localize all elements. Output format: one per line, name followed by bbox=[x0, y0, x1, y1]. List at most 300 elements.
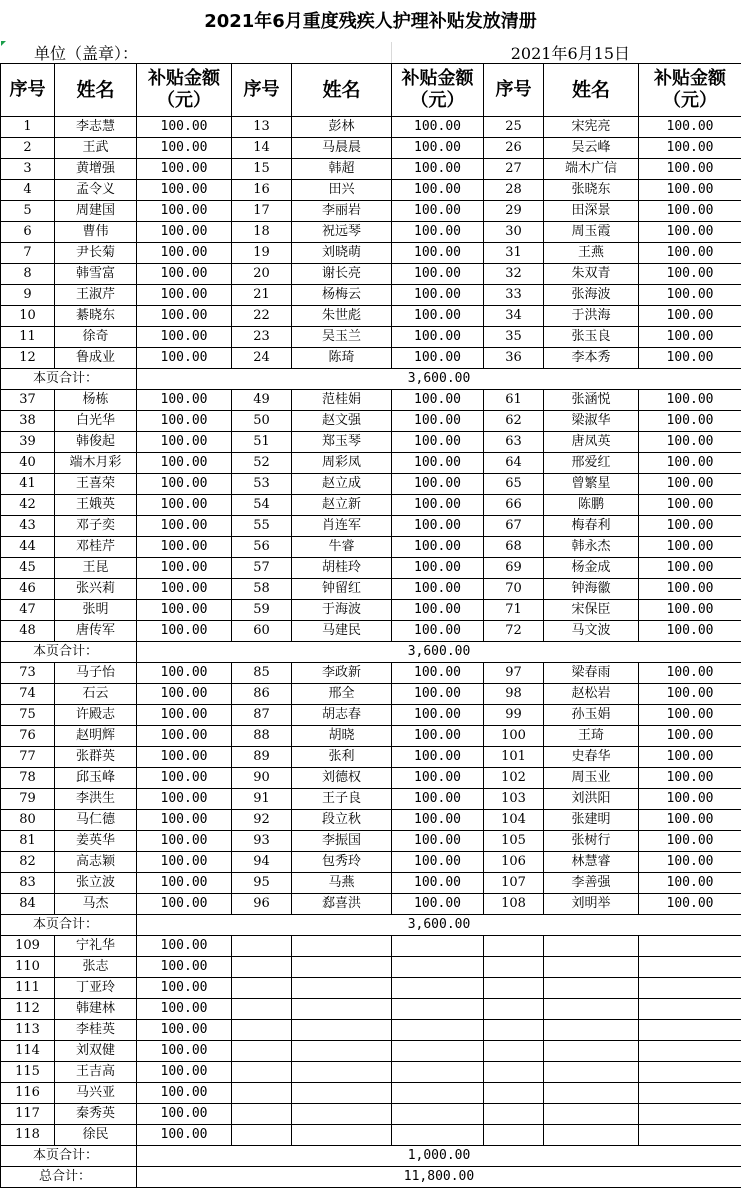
table-row bbox=[1, 1062, 741, 1083]
header-name: 姓名 bbox=[292, 64, 392, 117]
page-subtotal-row bbox=[1, 369, 741, 390]
amount-cell: 100.00 bbox=[137, 978, 232, 999]
name-cell: 周彩凤 bbox=[292, 453, 392, 474]
name-cell bbox=[292, 1020, 392, 1041]
table-row bbox=[1, 600, 741, 621]
seq-cell: 112 bbox=[1, 999, 55, 1020]
seq-cell: 68 bbox=[484, 537, 544, 558]
seq-cell: 105 bbox=[484, 831, 544, 852]
seq-cell: 87 bbox=[232, 705, 292, 726]
seq-cell: 31 bbox=[484, 243, 544, 264]
name-cell: 徐奇 bbox=[55, 327, 137, 348]
seq-cell: 84 bbox=[1, 894, 55, 915]
page-subtotal-value: 3,600.00 bbox=[137, 642, 741, 663]
seq-cell bbox=[232, 1104, 292, 1125]
amount-cell: 100.00 bbox=[392, 201, 484, 222]
amount-cell: 100.00 bbox=[392, 264, 484, 285]
amount-cell: 100.00 bbox=[639, 222, 741, 243]
table-row bbox=[1, 180, 741, 201]
seq-cell bbox=[232, 957, 292, 978]
seq-cell: 48 bbox=[1, 621, 55, 642]
name-cell: 张群英 bbox=[55, 747, 137, 768]
table-row bbox=[1, 453, 741, 474]
amount-cell: 100.00 bbox=[392, 411, 484, 432]
amount-cell bbox=[639, 1041, 741, 1062]
seq-cell: 40 bbox=[1, 453, 55, 474]
amount-cell: 100.00 bbox=[639, 558, 741, 579]
seq-cell: 43 bbox=[1, 516, 55, 537]
page-subtotal-row bbox=[1, 642, 741, 663]
seq-cell: 52 bbox=[232, 453, 292, 474]
name-cell: 刘双健 bbox=[55, 1041, 137, 1062]
name-cell: 邢全 bbox=[292, 684, 392, 705]
seq-cell: 73 bbox=[1, 663, 55, 684]
seq-cell bbox=[232, 999, 292, 1020]
grand-total-value: 11,800.00 bbox=[137, 1167, 741, 1188]
amount-cell: 100.00 bbox=[639, 789, 741, 810]
header-amount: 补贴金额（元） bbox=[137, 64, 232, 117]
amount-cell: 100.00 bbox=[639, 495, 741, 516]
name-cell: 张晓东 bbox=[544, 180, 639, 201]
amount-cell: 100.00 bbox=[137, 579, 232, 600]
seq-cell: 104 bbox=[484, 810, 544, 831]
table-row bbox=[1, 978, 741, 999]
table-row bbox=[1, 390, 741, 411]
amount-cell bbox=[392, 1104, 484, 1125]
name-cell: 马仁德 bbox=[55, 810, 137, 831]
amount-cell: 100.00 bbox=[639, 117, 741, 138]
seq-cell: 36 bbox=[484, 348, 544, 369]
name-cell: 张涵悦 bbox=[544, 390, 639, 411]
amount-cell: 100.00 bbox=[137, 306, 232, 327]
amount-cell: 100.00 bbox=[137, 894, 232, 915]
table-row bbox=[1, 705, 741, 726]
seq-cell: 116 bbox=[1, 1083, 55, 1104]
table-row bbox=[1, 810, 741, 831]
seq-cell: 64 bbox=[484, 453, 544, 474]
name-cell: 李志慧 bbox=[55, 117, 137, 138]
seq-cell: 85 bbox=[232, 663, 292, 684]
name-cell: 李洪生 bbox=[55, 789, 137, 810]
amount-cell: 100.00 bbox=[137, 411, 232, 432]
name-cell: 秦秀英 bbox=[55, 1104, 137, 1125]
seq-cell: 42 bbox=[1, 495, 55, 516]
seq-cell bbox=[484, 999, 544, 1020]
table-row bbox=[1, 327, 741, 348]
table-row bbox=[1, 306, 741, 327]
table-row bbox=[1, 1125, 741, 1146]
seq-cell: 54 bbox=[232, 495, 292, 516]
name-cell: 王喜荣 bbox=[55, 474, 137, 495]
amount-cell bbox=[639, 1062, 741, 1083]
name-cell bbox=[544, 957, 639, 978]
seq-cell: 88 bbox=[232, 726, 292, 747]
seq-cell: 22 bbox=[232, 306, 292, 327]
name-cell: 郑玉琴 bbox=[292, 432, 392, 453]
seq-cell bbox=[232, 1083, 292, 1104]
name-cell: 赵立新 bbox=[292, 495, 392, 516]
amount-cell: 100.00 bbox=[137, 957, 232, 978]
cell-comment-marker bbox=[1, 41, 6, 46]
name-cell: 端木月彩 bbox=[55, 453, 137, 474]
seq-cell: 60 bbox=[232, 621, 292, 642]
name-cell: 马建民 bbox=[292, 621, 392, 642]
amount-cell: 100.00 bbox=[392, 390, 484, 411]
seq-cell bbox=[484, 1020, 544, 1041]
seq-cell bbox=[232, 1062, 292, 1083]
name-cell: 唐传军 bbox=[55, 621, 137, 642]
name-cell: 尹长菊 bbox=[55, 243, 137, 264]
page-subtotal-label: 本页合计： bbox=[1, 642, 137, 663]
amount-cell: 100.00 bbox=[137, 117, 232, 138]
name-cell: 王琦 bbox=[544, 726, 639, 747]
amount-cell: 100.00 bbox=[639, 684, 741, 705]
seq-cell: 25 bbox=[484, 117, 544, 138]
name-cell: 钟留红 bbox=[292, 579, 392, 600]
amount-cell: 100.00 bbox=[392, 726, 484, 747]
seq-cell bbox=[232, 978, 292, 999]
name-cell: 钟海徽 bbox=[544, 579, 639, 600]
seq-cell: 114 bbox=[1, 1041, 55, 1062]
seq-cell: 33 bbox=[484, 285, 544, 306]
name-cell: 林慧睿 bbox=[544, 852, 639, 873]
issue-date: 2021年6月15日 bbox=[392, 42, 630, 63]
seq-cell: 92 bbox=[232, 810, 292, 831]
seq-cell: 115 bbox=[1, 1062, 55, 1083]
seq-cell: 10 bbox=[1, 306, 55, 327]
amount-cell: 100.00 bbox=[137, 684, 232, 705]
page-subtotal-row bbox=[1, 915, 741, 936]
name-cell: 李本秀 bbox=[544, 348, 639, 369]
name-cell: 张兴莉 bbox=[55, 579, 137, 600]
table-row bbox=[1, 789, 741, 810]
amount-cell: 100.00 bbox=[639, 663, 741, 684]
name-cell: 张海波 bbox=[544, 285, 639, 306]
seq-cell: 117 bbox=[1, 1104, 55, 1125]
seq-cell: 15 bbox=[232, 159, 292, 180]
table-row bbox=[1, 663, 741, 684]
amount-cell: 100.00 bbox=[392, 621, 484, 642]
name-cell: 宁礼华 bbox=[55, 936, 137, 957]
amount-cell: 100.00 bbox=[639, 306, 741, 327]
name-cell: 邱玉峰 bbox=[55, 768, 137, 789]
amount-cell: 100.00 bbox=[639, 453, 741, 474]
seq-cell: 67 bbox=[484, 516, 544, 537]
amount-cell bbox=[392, 999, 484, 1020]
seq-cell: 74 bbox=[1, 684, 55, 705]
amount-cell: 100.00 bbox=[392, 768, 484, 789]
amount-cell: 100.00 bbox=[137, 663, 232, 684]
seq-cell: 37 bbox=[1, 390, 55, 411]
seq-cell: 89 bbox=[232, 747, 292, 768]
seq-cell: 69 bbox=[484, 558, 544, 579]
seq-cell: 109 bbox=[1, 936, 55, 957]
name-cell: 赵松岩 bbox=[544, 684, 639, 705]
name-cell: 胡志春 bbox=[292, 705, 392, 726]
amount-cell: 100.00 bbox=[137, 495, 232, 516]
seq-cell: 29 bbox=[484, 201, 544, 222]
amount-cell: 100.00 bbox=[392, 789, 484, 810]
name-cell: 张树行 bbox=[544, 831, 639, 852]
name-cell: 朱世彪 bbox=[292, 306, 392, 327]
amount-cell bbox=[392, 1041, 484, 1062]
table-row bbox=[1, 516, 741, 537]
amount-cell: 100.00 bbox=[392, 474, 484, 495]
seq-cell: 28 bbox=[484, 180, 544, 201]
name-cell: 彭林 bbox=[292, 117, 392, 138]
amount-cell bbox=[392, 1125, 484, 1146]
name-cell: 李振国 bbox=[292, 831, 392, 852]
name-cell: 张立波 bbox=[55, 873, 137, 894]
name-cell: 丁亚玲 bbox=[55, 978, 137, 999]
seq-cell bbox=[232, 936, 292, 957]
amount-cell: 100.00 bbox=[137, 432, 232, 453]
seq-cell: 18 bbox=[232, 222, 292, 243]
name-cell: 刘洪阳 bbox=[544, 789, 639, 810]
table-row bbox=[1, 768, 741, 789]
seq-cell: 100 bbox=[484, 726, 544, 747]
amount-cell: 100.00 bbox=[639, 390, 741, 411]
name-cell bbox=[292, 1125, 392, 1146]
name-cell: 白光华 bbox=[55, 411, 137, 432]
seq-cell: 50 bbox=[232, 411, 292, 432]
amount-cell: 100.00 bbox=[392, 495, 484, 516]
name-cell: 周玉霞 bbox=[544, 222, 639, 243]
seq-cell: 82 bbox=[1, 852, 55, 873]
amount-cell: 100.00 bbox=[392, 306, 484, 327]
seq-cell: 93 bbox=[232, 831, 292, 852]
amount-cell: 100.00 bbox=[639, 159, 741, 180]
name-cell bbox=[544, 1041, 639, 1062]
seq-cell: 101 bbox=[484, 747, 544, 768]
amount-cell: 100.00 bbox=[392, 159, 484, 180]
name-cell: 孙玉娟 bbox=[544, 705, 639, 726]
table-row bbox=[1, 936, 741, 957]
table-row bbox=[1, 831, 741, 852]
seq-cell: 99 bbox=[484, 705, 544, 726]
seq-cell: 66 bbox=[484, 495, 544, 516]
amount-cell: 100.00 bbox=[392, 537, 484, 558]
seq-cell: 9 bbox=[1, 285, 55, 306]
table-row bbox=[1, 957, 741, 978]
name-cell: 梁淑华 bbox=[544, 411, 639, 432]
seq-cell: 32 bbox=[484, 264, 544, 285]
amount-cell: 100.00 bbox=[639, 327, 741, 348]
table-row bbox=[1, 117, 741, 138]
amount-cell: 100.00 bbox=[639, 810, 741, 831]
seq-cell: 14 bbox=[232, 138, 292, 159]
name-cell: 刘晓萌 bbox=[292, 243, 392, 264]
subsidy-table bbox=[0, 63, 741, 1188]
name-cell: 赵明辉 bbox=[55, 726, 137, 747]
amount-cell: 100.00 bbox=[137, 600, 232, 621]
name-cell: 邓子奕 bbox=[55, 516, 137, 537]
seq-cell: 106 bbox=[484, 852, 544, 873]
name-cell: 张玉良 bbox=[544, 327, 639, 348]
name-cell: 于洪海 bbox=[544, 306, 639, 327]
grand-total-row bbox=[1, 1167, 741, 1188]
seq-cell: 65 bbox=[484, 474, 544, 495]
amount-cell: 100.00 bbox=[137, 621, 232, 642]
amount-cell bbox=[639, 936, 741, 957]
name-cell bbox=[292, 978, 392, 999]
amount-cell bbox=[639, 957, 741, 978]
seq-cell: 46 bbox=[1, 579, 55, 600]
name-cell: 高志颖 bbox=[55, 852, 137, 873]
seq-cell: 26 bbox=[484, 138, 544, 159]
seq-cell: 83 bbox=[1, 873, 55, 894]
seq-cell: 20 bbox=[232, 264, 292, 285]
name-cell: 唐凤英 bbox=[544, 432, 639, 453]
seq-cell: 96 bbox=[232, 894, 292, 915]
table-row bbox=[1, 1020, 741, 1041]
seq-cell: 110 bbox=[1, 957, 55, 978]
amount-cell bbox=[392, 978, 484, 999]
unit-seal-label: 单位（盖章）： bbox=[34, 42, 138, 63]
amount-cell: 100.00 bbox=[639, 894, 741, 915]
table-row bbox=[1, 621, 741, 642]
page-subtotal-label: 本页合计： bbox=[1, 1146, 137, 1167]
table-row bbox=[1, 264, 741, 285]
seq-cell: 71 bbox=[484, 600, 544, 621]
amount-cell: 100.00 bbox=[137, 453, 232, 474]
amount-cell: 100.00 bbox=[392, 873, 484, 894]
amount-cell: 100.00 bbox=[137, 159, 232, 180]
amount-cell: 100.00 bbox=[392, 516, 484, 537]
seq-cell: 113 bbox=[1, 1020, 55, 1041]
amount-cell: 100.00 bbox=[639, 348, 741, 369]
amount-cell: 100.00 bbox=[639, 201, 741, 222]
name-cell: 马文波 bbox=[544, 621, 639, 642]
header-name: 姓名 bbox=[55, 64, 137, 117]
seq-cell: 35 bbox=[484, 327, 544, 348]
name-cell bbox=[292, 1041, 392, 1062]
name-cell: 梅春利 bbox=[544, 516, 639, 537]
amount-cell: 100.00 bbox=[137, 705, 232, 726]
name-cell: 刘德权 bbox=[292, 768, 392, 789]
amount-cell: 100.00 bbox=[639, 705, 741, 726]
amount-cell: 100.00 bbox=[137, 138, 232, 159]
table-row bbox=[1, 138, 741, 159]
amount-cell: 100.00 bbox=[639, 852, 741, 873]
amount-cell: 100.00 bbox=[639, 831, 741, 852]
seq-cell bbox=[232, 1041, 292, 1062]
seq-cell: 12 bbox=[1, 348, 55, 369]
amount-cell bbox=[639, 978, 741, 999]
seq-cell: 6 bbox=[1, 222, 55, 243]
amount-cell: 100.00 bbox=[137, 390, 232, 411]
name-cell: 田深景 bbox=[544, 201, 639, 222]
seq-cell: 1 bbox=[1, 117, 55, 138]
name-cell: 马兴亚 bbox=[55, 1083, 137, 1104]
amount-cell: 100.00 bbox=[639, 747, 741, 768]
amount-cell: 100.00 bbox=[137, 201, 232, 222]
amount-cell: 100.00 bbox=[639, 768, 741, 789]
name-cell: 王昆 bbox=[55, 558, 137, 579]
name-cell: 王武 bbox=[55, 138, 137, 159]
amount-cell: 100.00 bbox=[137, 1062, 232, 1083]
name-cell: 宋保臣 bbox=[544, 600, 639, 621]
seq-cell: 77 bbox=[1, 747, 55, 768]
seq-cell: 95 bbox=[232, 873, 292, 894]
seq-cell: 4 bbox=[1, 180, 55, 201]
seq-cell: 81 bbox=[1, 831, 55, 852]
amount-cell bbox=[639, 999, 741, 1020]
name-cell: 陈琦 bbox=[292, 348, 392, 369]
amount-cell: 100.00 bbox=[639, 516, 741, 537]
amount-cell: 100.00 bbox=[137, 873, 232, 894]
name-cell: 王娥英 bbox=[55, 495, 137, 516]
header-seq: 序号 bbox=[484, 64, 544, 117]
name-cell: 范桂娟 bbox=[292, 390, 392, 411]
amount-cell: 100.00 bbox=[137, 222, 232, 243]
name-cell bbox=[292, 1062, 392, 1083]
table-row bbox=[1, 474, 741, 495]
seq-cell: 98 bbox=[484, 684, 544, 705]
seq-cell: 23 bbox=[232, 327, 292, 348]
name-cell: 祝远琴 bbox=[292, 222, 392, 243]
name-cell: 牛睿 bbox=[292, 537, 392, 558]
header-amount: 补贴金额（元） bbox=[639, 64, 741, 117]
amount-cell: 100.00 bbox=[137, 516, 232, 537]
amount-cell: 100.00 bbox=[137, 789, 232, 810]
amount-cell: 100.00 bbox=[137, 1020, 232, 1041]
name-cell: 鲁成业 bbox=[55, 348, 137, 369]
amount-cell: 100.00 bbox=[137, 180, 232, 201]
seq-cell: 102 bbox=[484, 768, 544, 789]
seq-cell: 86 bbox=[232, 684, 292, 705]
amount-cell: 100.00 bbox=[392, 243, 484, 264]
table-row bbox=[1, 285, 741, 306]
page-subtotal-label: 本页合计： bbox=[1, 369, 137, 390]
seq-cell: 24 bbox=[232, 348, 292, 369]
name-cell bbox=[292, 999, 392, 1020]
name-cell: 李善强 bbox=[544, 873, 639, 894]
seq-cell: 94 bbox=[232, 852, 292, 873]
seq-cell: 51 bbox=[232, 432, 292, 453]
amount-cell: 100.00 bbox=[639, 243, 741, 264]
amount-cell: 100.00 bbox=[392, 579, 484, 600]
table-row bbox=[1, 243, 741, 264]
amount-cell: 100.00 bbox=[137, 1125, 232, 1146]
seq-cell bbox=[484, 978, 544, 999]
seq-cell: 57 bbox=[232, 558, 292, 579]
name-cell: 许殿志 bbox=[55, 705, 137, 726]
seq-cell: 13 bbox=[232, 117, 292, 138]
table-row bbox=[1, 726, 741, 747]
name-cell bbox=[544, 1062, 639, 1083]
name-cell: 史春华 bbox=[544, 747, 639, 768]
name-cell: 周建国 bbox=[55, 201, 137, 222]
name-cell bbox=[544, 1104, 639, 1125]
name-cell: 宋宪亮 bbox=[544, 117, 639, 138]
amount-cell: 100.00 bbox=[639, 726, 741, 747]
name-cell: 张明 bbox=[55, 600, 137, 621]
seq-cell: 59 bbox=[232, 600, 292, 621]
amount-cell: 100.00 bbox=[392, 663, 484, 684]
page-subtotal-row bbox=[1, 1146, 741, 1167]
name-cell bbox=[292, 1104, 392, 1125]
amount-cell: 100.00 bbox=[639, 537, 741, 558]
name-cell bbox=[544, 1125, 639, 1146]
name-cell bbox=[292, 936, 392, 957]
seq-cell: 53 bbox=[232, 474, 292, 495]
amount-cell: 100.00 bbox=[137, 285, 232, 306]
name-cell: 肖连军 bbox=[292, 516, 392, 537]
seq-cell: 3 bbox=[1, 159, 55, 180]
seq-cell: 62 bbox=[484, 411, 544, 432]
name-cell: 赵立成 bbox=[292, 474, 392, 495]
